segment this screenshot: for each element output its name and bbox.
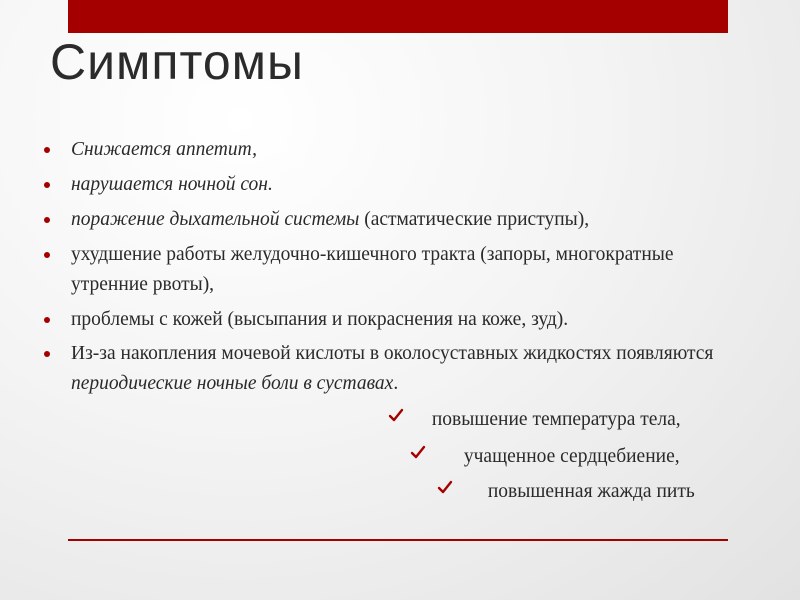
top-accent-bar	[68, 0, 728, 33]
bullet-dot-icon	[44, 351, 50, 357]
check-item-label: повышенная жажда пить	[487, 481, 695, 502]
bullet-dot-icon	[44, 182, 50, 188]
bullet-text: Из-за накопления мочевой кислоты в околосуставных жидкостях появляются	[71, 343, 714, 364]
checkmark-icon	[388, 407, 404, 423]
bullet-text-italic: Снижается аппетит,	[71, 139, 258, 160]
check-item	[437, 477, 695, 507]
bullet-text: проблемы с кожей (высыпания и покраснения на коже, зуд).	[71, 309, 569, 330]
checkmark-icon	[437, 479, 453, 495]
bullet-dot-icon	[44, 252, 50, 258]
bullet-text-italic: поражение дыхательной системы	[71, 209, 360, 230]
check-item-label: учащенное сердцебиение,	[463, 446, 680, 467]
bullet-text-italic: периодические ночные боли в суставах	[71, 373, 394, 394]
check-item	[410, 442, 680, 472]
bullet-dot-icon	[44, 317, 50, 323]
check-item	[388, 405, 681, 435]
list-item	[44, 240, 744, 300]
slide-title: Симптомы	[50, 34, 304, 90]
list-item	[44, 170, 744, 200]
bottom-divider	[68, 539, 728, 541]
bullet-text: (астматические приступы),	[359, 209, 590, 230]
checkmark-icon	[410, 444, 426, 460]
bullet-dot-icon	[44, 217, 50, 223]
bullet-text-italic: нарушается ночной сон.	[71, 174, 273, 195]
list-item	[44, 339, 744, 399]
list-item	[44, 305, 744, 335]
bullet-text-tail: .	[393, 373, 399, 394]
bullet-dot-icon	[44, 147, 50, 153]
symptom-list	[44, 135, 744, 404]
list-item	[44, 135, 744, 165]
list-item	[44, 205, 744, 235]
check-item-label: повышение температура тела,	[431, 409, 681, 430]
bullet-text: ухудшение работы желудочно-кишечного тракта (запоры, многократные утренние рвоты),	[71, 244, 674, 295]
